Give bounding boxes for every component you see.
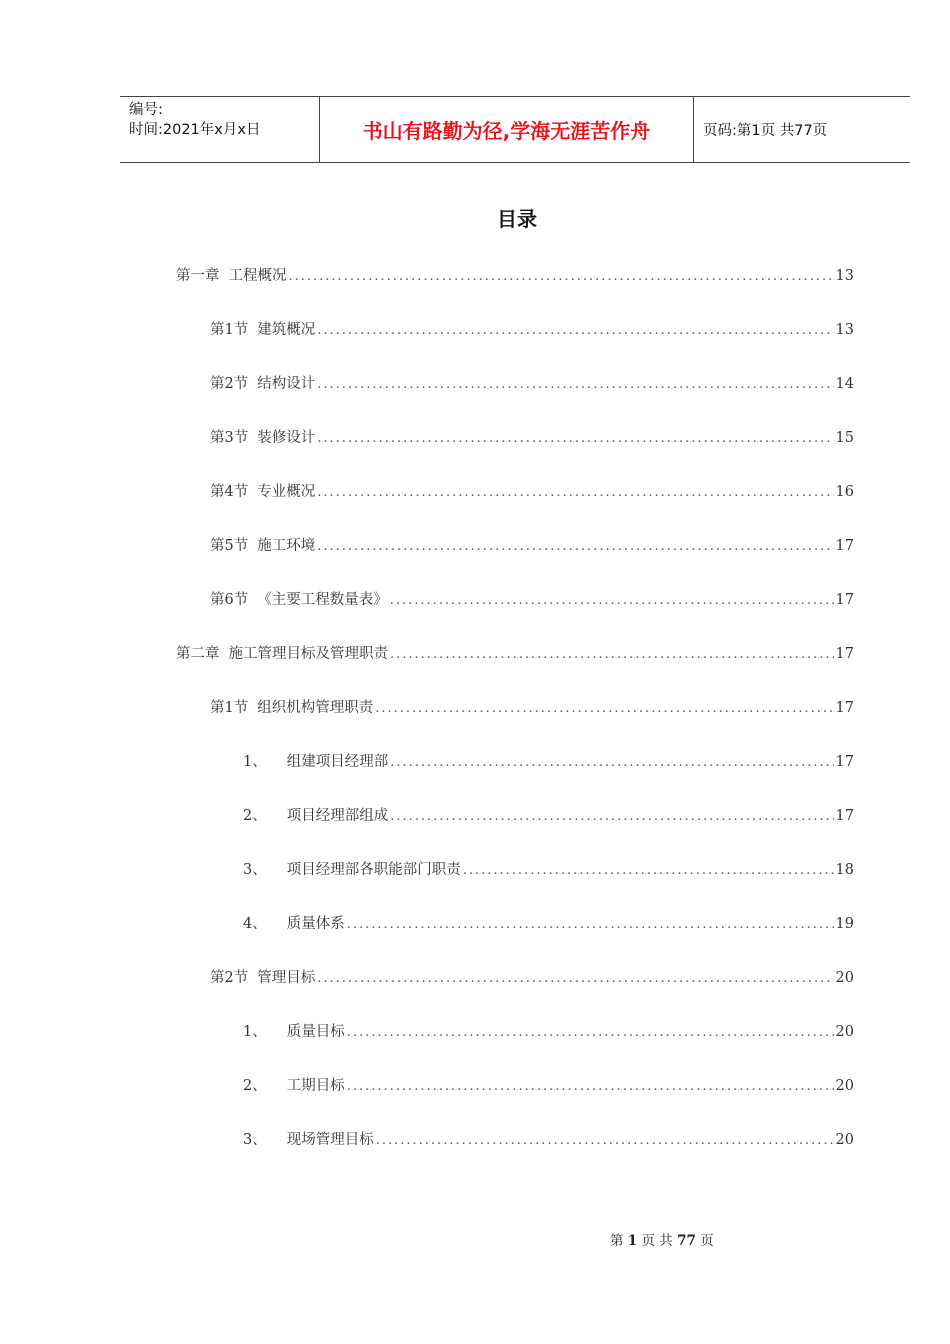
toc-entry-number: 2、 xyxy=(243,1078,267,1094)
footer-page-total: 77 xyxy=(677,1233,696,1249)
toc-leader-dots xyxy=(390,805,833,829)
toc-entry-text: 组建项目经理部 xyxy=(286,754,389,770)
toc-entry-page: 20 xyxy=(835,1132,854,1148)
document-number-label: 编号: xyxy=(129,102,163,118)
toc-entry-number: 第一章 xyxy=(176,268,220,284)
toc-entry-number: 第1节 xyxy=(210,322,249,338)
header-meta xyxy=(120,97,320,162)
toc-entry-page: 17 xyxy=(835,592,854,608)
toc-entry[interactable] xyxy=(243,1128,854,1152)
toc-entry[interactable] xyxy=(243,1020,854,1044)
toc-entry-number: 第6节 xyxy=(210,592,249,608)
toc-entry-page: 14 xyxy=(835,376,854,392)
toc-leader-dots xyxy=(390,589,834,613)
toc-entry-page: 17 xyxy=(835,646,854,662)
toc-entry-page: 19 xyxy=(835,916,854,932)
toc-entry-text: 施工环境 xyxy=(257,538,316,554)
toc-entry-text: 项目经理部各职能部门职责 xyxy=(286,862,461,878)
toc-entry-number: 1、 xyxy=(243,1024,267,1040)
toc-entry-number: 3、 xyxy=(243,862,267,878)
toc-entry-number: 第3节 xyxy=(210,430,249,446)
toc-entry-text: 专业概况 xyxy=(257,484,316,500)
toc-entry-number: 1、 xyxy=(243,754,267,770)
toc-entry-text: 施工管理目标及管理职责 xyxy=(228,646,388,662)
toc-entry[interactable] xyxy=(210,966,854,990)
toc-entry[interactable] xyxy=(243,750,854,774)
toc-leader-dots xyxy=(317,373,833,397)
toc-entry-page: 18 xyxy=(835,862,854,878)
toc-entry-page: 20 xyxy=(835,1024,854,1040)
document-time-label: 时间:2021年x月x日 xyxy=(129,122,261,138)
toc-leader-dots xyxy=(375,697,833,721)
footer-middle: 页 共 xyxy=(641,1233,673,1249)
toc-entry-page: 17 xyxy=(835,700,854,716)
toc-entry-number: 第1节 xyxy=(210,700,249,716)
toc-entry-page: 17 xyxy=(835,754,854,770)
toc-leader-dots xyxy=(347,913,834,937)
toc-entry[interactable] xyxy=(176,642,854,666)
toc-entry[interactable] xyxy=(210,588,854,612)
toc-entry-page: 16 xyxy=(835,484,854,500)
page-footer xyxy=(610,1229,714,1249)
toc-entry-text: 工程概况 xyxy=(228,268,287,284)
toc-entry[interactable] xyxy=(243,1074,854,1098)
toc-entry[interactable] xyxy=(210,372,854,396)
toc-entry-text: 建筑概况 xyxy=(257,322,316,338)
toc-entry[interactable] xyxy=(210,318,854,342)
toc-entry-text: 装修设计 xyxy=(257,430,316,446)
toc-leader-dots xyxy=(317,535,833,559)
toc-entry[interactable] xyxy=(210,534,854,558)
toc-leader-dots xyxy=(347,1075,834,1099)
toc-entry[interactable] xyxy=(210,696,854,720)
toc-leader-dots xyxy=(317,427,833,451)
header-slogan: 书山有路勤为径,学海无涯苦作舟 xyxy=(320,97,694,162)
toc-entry-number: 4、 xyxy=(243,916,267,932)
toc-entry-text: 现场管理目标 xyxy=(286,1132,374,1148)
toc-entry-number: 第2节 xyxy=(210,376,249,392)
toc-entry-page: 15 xyxy=(835,430,854,446)
toc-entry[interactable] xyxy=(176,264,854,288)
toc-entry-page: 20 xyxy=(835,1078,854,1094)
toc-entry-number: 第二章 xyxy=(176,646,220,662)
toc-leader-dots xyxy=(463,859,834,883)
toc-leader-dots xyxy=(376,1129,834,1153)
toc-entry-page: 20 xyxy=(835,970,854,986)
toc-entry-text: 质量体系 xyxy=(286,916,345,932)
toc-entry-number: 第2节 xyxy=(210,970,249,986)
toc-entry[interactable] xyxy=(243,804,854,828)
toc-entry-text: 《主要工程数量表》 xyxy=(257,592,388,608)
toc-entry[interactable] xyxy=(210,426,854,450)
header-page-label: 页码:第1页 共77页 xyxy=(703,123,828,139)
toc-entry-number: 2、 xyxy=(243,808,267,824)
toc-entry[interactable] xyxy=(243,858,854,882)
toc-entry-page: 13 xyxy=(835,268,854,284)
footer-prefix: 第 xyxy=(610,1233,624,1249)
toc-entry-text: 工期目标 xyxy=(286,1078,345,1094)
toc-entry[interactable] xyxy=(210,480,854,504)
toc-entry-number: 3、 xyxy=(243,1132,267,1148)
toc-leader-dots xyxy=(317,967,833,991)
footer-suffix: 页 xyxy=(700,1233,714,1249)
toc-leader-dots xyxy=(289,265,834,289)
toc-entry-page: 13 xyxy=(835,322,854,338)
toc-leader-dots xyxy=(317,319,833,343)
toc-entry-page: 17 xyxy=(835,808,854,824)
toc-entry[interactable] xyxy=(243,912,854,936)
toc-entry-number: 第4节 xyxy=(210,484,249,500)
toc-leader-dots xyxy=(317,481,833,505)
toc-title: 目录 xyxy=(497,207,537,231)
toc-leader-dots xyxy=(390,751,833,775)
toc-entry-text: 管理目标 xyxy=(257,970,316,986)
toc-entry-text: 组织机构管理职责 xyxy=(257,700,374,716)
toc-leader-dots xyxy=(390,643,834,667)
toc-entry-text: 项目经理部组成 xyxy=(286,808,389,824)
page-header xyxy=(120,96,910,163)
toc-entry-text: 结构设计 xyxy=(257,376,316,392)
footer-page-number: 1 xyxy=(627,1233,638,1249)
toc-entry-text: 质量目标 xyxy=(286,1024,345,1040)
toc-leader-dots xyxy=(347,1021,834,1045)
toc-entry-page: 17 xyxy=(835,538,854,554)
toc-entry-number: 第5节 xyxy=(210,538,249,554)
